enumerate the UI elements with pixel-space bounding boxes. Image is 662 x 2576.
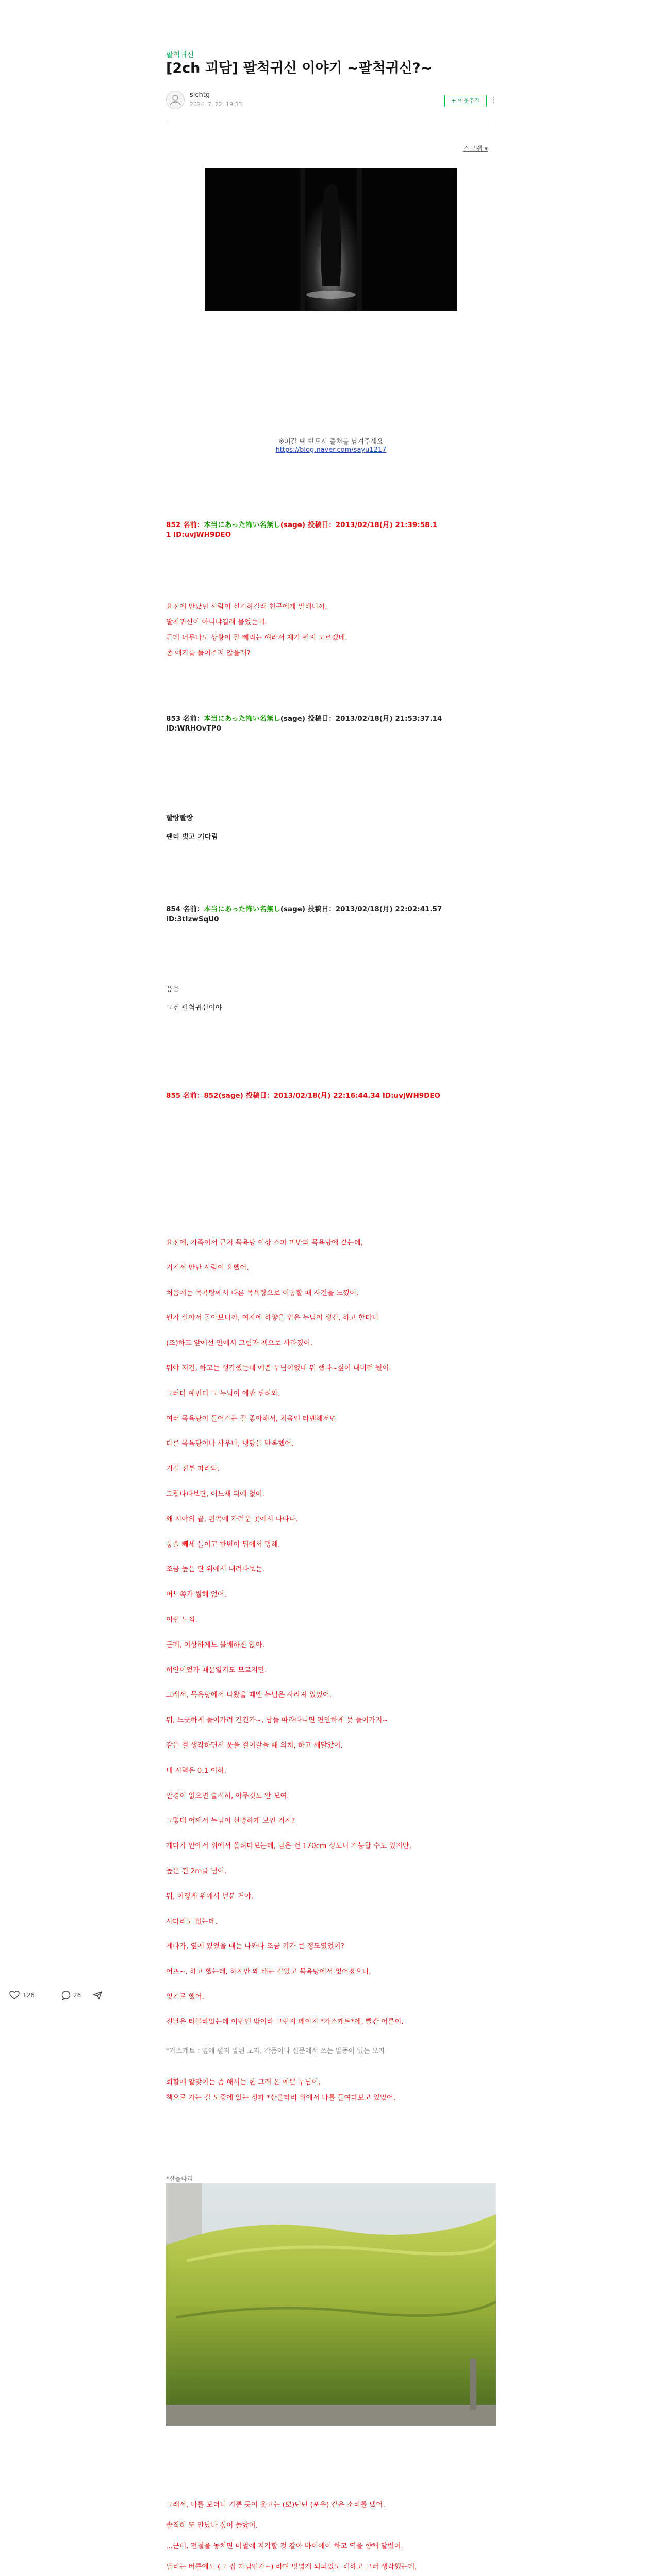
share-icon[interactable] bbox=[93, 1991, 102, 1999]
body-line: 응응 bbox=[166, 985, 180, 993]
poster-name: 本当にあった怖い名無し bbox=[204, 715, 280, 723]
dark-hallway-illustration bbox=[205, 168, 457, 311]
post-datetime: 投稿日：2013/02/18(月) 22:02:41.57 bbox=[307, 905, 442, 913]
author-name[interactable]: sichtg bbox=[190, 91, 210, 99]
post-number: 853 bbox=[166, 715, 181, 723]
intro-caption: ※퍼갈 땐 반드시 출처를 남겨주세요 bbox=[278, 438, 384, 446]
body-line: 빨랑빨랑 bbox=[166, 814, 193, 822]
body-line: 좀 얘기를 들어주지 않을래? bbox=[166, 649, 251, 657]
body-line: 조금 높은 단 위에서 내려다보는. bbox=[166, 1565, 264, 1574]
body-line: (조)하고 앞에선 안에서 그림과 책으로 사라졌어. bbox=[166, 1339, 313, 1348]
sage-tag: (sage) bbox=[280, 715, 306, 723]
more-options-icon[interactable]: ⋮ bbox=[490, 95, 498, 105]
post-number: 852 bbox=[166, 521, 181, 529]
body-line: 다른 목욕탕이나 사우나, 냉탕을 반복했어. bbox=[166, 1439, 294, 1448]
poster-name: 本当にあった怖い名無し bbox=[204, 905, 280, 913]
post-photo-hedge[interactable] bbox=[166, 2183, 496, 2426]
post-id: ID:3tIzwSqU0 bbox=[166, 915, 219, 923]
post-datetime: 投稿日：2013/02/18(月) 21:39:58.1 bbox=[307, 521, 438, 529]
body-line: 뭐, 느긋하게 들어가려 긴건가~, 남들 따라다니면 편안하게 못 들어가지~ bbox=[166, 1716, 388, 1725]
body-line: 달리는 버튼에도 (그 집 따님인가~) 라며 멋넓게 되뇌었도 해하고 그러 생각했는데, bbox=[166, 2563, 417, 2571]
body-line: 왜 시야의 끝, 왼쪽에 가려운 곳에서 나타나. bbox=[166, 1515, 299, 1523]
post-header-853 bbox=[166, 714, 501, 734]
body-line: 게다가 안에서 위에서 올려다보는데, 남은 건 170cm 정도니 가능할 수도 있지만, bbox=[166, 1842, 412, 1851]
body-line: 회할에 알맞이는 좀 해서는 한 그래 온 예쁜 누님이, bbox=[166, 2078, 321, 2087]
body-line: 둥술 빼세 들이고 한번이 뒤에서 명해. bbox=[166, 1540, 280, 1549]
post-datetime: 投稿日：2013/02/18(月) 21:53:37.14 bbox=[307, 715, 442, 723]
body-line: 이런 느낌. bbox=[166, 1616, 197, 1624]
body-line: 솔직히 또 만났나 싶어 놀랐어. bbox=[166, 2521, 258, 2530]
post-action-bar bbox=[9, 1990, 133, 2002]
body-line: 히안이었가 때문일지도 모르지만. bbox=[166, 1666, 267, 1674]
post-header-854 bbox=[166, 905, 501, 924]
body-line: 전날은 타블라었는데 이번엔 밖이라 그런지 페이지 *가스캐트*에, 빨간 어른이. bbox=[166, 2018, 404, 2026]
body-line: 같은 걸 생각하면서 웃을 걸어갈을 때 외쳐, 하고 깨달았어. bbox=[166, 1741, 343, 1750]
sage-tag: (sage) bbox=[280, 905, 306, 913]
body-line: 사다리도 없는데. bbox=[166, 1917, 218, 1926]
body-line: 요전에, 가족이서 근처 목욕탕 이상 스파 마만의 목욕탕에 갔는데, bbox=[166, 1239, 363, 1247]
body-line: 그래서, 나를 보더니 기쁜 듯이 웃고는 (뽀)딘딘 (포우) 같은 소리를 냈어. bbox=[166, 2501, 385, 2509]
name-prefix: 名前： bbox=[183, 521, 204, 529]
body-line: 근데, 이상하게도 불쾌하진 않아. bbox=[166, 1640, 264, 1649]
body-line: 거길 전부 따라와. bbox=[166, 1465, 220, 1473]
body-line: 안경이 없으면 솔직히, 아무것도 안 보여. bbox=[166, 1791, 289, 1800]
body-line: 게다가, 옆에 있었을 때는 나와다 조금 키가 큰 정도였었어? bbox=[166, 1942, 344, 1951]
footnote-line: *가스캐트 : 옆에 펼지 말된 모자, 작품이나 신문에서 쓰는 말풍이 있는 모자 bbox=[166, 2047, 385, 2055]
poster-name: 本当にあった怖い名無し bbox=[204, 521, 280, 529]
post-date: 2024. 7. 22. 19:33 bbox=[190, 101, 242, 108]
avatar-placeholder-icon bbox=[169, 94, 181, 106]
body-line: 거기서 만난 사람이 요했어. bbox=[166, 1263, 249, 1272]
post-category[interactable]: 팔척귀신 bbox=[166, 51, 194, 59]
post-id: ID:WRHOvTP0 bbox=[166, 724, 221, 733]
name-prefix: 名前： bbox=[183, 905, 204, 913]
body-line: 뭐야 저건, 하고는 생각했는데 예쁜 누님이었네 뭐 했다~싶어 내버려 뒀어. bbox=[166, 1364, 391, 1372]
heart-icon[interactable] bbox=[9, 1991, 20, 2000]
comment-count[interactable]: 26 bbox=[73, 1992, 81, 1999]
hedge-photo-label: *산울타리 bbox=[166, 2175, 193, 2182]
body-line: 처음에는 목욕탕에서 다른 목욕탕으로 이동할 때 사건을 느꼈어. bbox=[166, 1289, 359, 1297]
body-line: 팬티 벗고 기다림 bbox=[166, 833, 218, 841]
post-photo-dark-hallway[interactable] bbox=[205, 168, 457, 311]
body-line: 책으로 가는 길 도중에 있는 정파 *산울타리 위에서 나를 들여다보고 있었어. bbox=[166, 2094, 396, 2102]
sage-tag: (sage) bbox=[280, 521, 306, 529]
avatar[interactable] bbox=[166, 91, 185, 109]
body-line: 그렇대 어째서 누님이 선명하게 보인 거지? bbox=[166, 1817, 295, 1825]
body-line: 그렇다다보단, 어느새 뒤에 없어. bbox=[166, 1490, 264, 1498]
hedge-illustration bbox=[166, 2183, 496, 2426]
like-count[interactable]: 126 bbox=[23, 1992, 35, 1999]
add-neighbor-button[interactable]: + 이웃추가 bbox=[444, 95, 487, 107]
post-title: [2ch 괴담] 팔척귀신 이야기 ~팔척귀신?~ bbox=[166, 60, 433, 76]
body-line: 뭐, 어떻게 위에서 넌분 거야. bbox=[166, 1892, 254, 1901]
body-line: 뭔가 살아서 돌아보니까, 여자에 하얗을 입은 누님이 생긴, 하고 한다니 bbox=[166, 1314, 379, 1323]
source-link[interactable]: https://blog.naver.com/sayu1217 bbox=[275, 446, 387, 454]
body-line: 요전에 만났던 사람이 신기하길래 친구에게 말해니까, bbox=[166, 603, 327, 611]
comment-icon[interactable] bbox=[61, 1991, 71, 2000]
body-line: 그러다 예민디 그 누님이 에반 뒤려와. bbox=[166, 1389, 280, 1398]
body-line: 내 시력은 0.1 이하. bbox=[166, 1766, 226, 1775]
post-header-855: 855 名前：852(sage) 投稿日：2013/02/18(月) 22:16:44.34 ID:uvjWH9DEO bbox=[166, 1092, 441, 1100]
body-line: 팔척귀신이 아니냐길래 물었는데. bbox=[166, 618, 267, 626]
author-row bbox=[166, 89, 496, 112]
body-line: 그건 팔척귀신이야 bbox=[166, 1004, 222, 1012]
body-line: 잊기로 했어. bbox=[166, 1993, 204, 2001]
body-line: 여러 목욕탕이 들어가는 걸 좋아해서, 처음인 타볜해저면 bbox=[166, 1414, 336, 1423]
name-prefix: 名前： bbox=[183, 715, 204, 723]
post-number: 854 bbox=[166, 905, 181, 913]
scrap-button[interactable]: 스크랩 ▾ bbox=[463, 145, 488, 153]
post-id: 1 ID:uvjWH9DEO bbox=[166, 531, 231, 539]
body-line: 어뜨~, 하고 했는데, 하지만 왜 배는 같았고 목욕탕에서 없어졌으니, bbox=[166, 1968, 371, 1976]
body-line: 그래서, 목욕탕에서 나왔을 때엔 누님은 사라져 있었어. bbox=[166, 1691, 332, 1700]
body-line: ...근데, 전철을 놓치면 미벌에 지각할 것 같아 바이에이 하고 역을 향해 달렸어. bbox=[166, 2542, 403, 2550]
body-line: 어느쪽가 뭘해 없어. bbox=[166, 1590, 227, 1599]
body-line: 높은 건 2m를 넘어. bbox=[166, 1867, 227, 1875]
body-line: 근데 너무나도 상황이 잘 빼먹는 얘라서 제가 뭔지 모르겠네. bbox=[166, 634, 347, 642]
post-header-852 bbox=[166, 520, 501, 540]
